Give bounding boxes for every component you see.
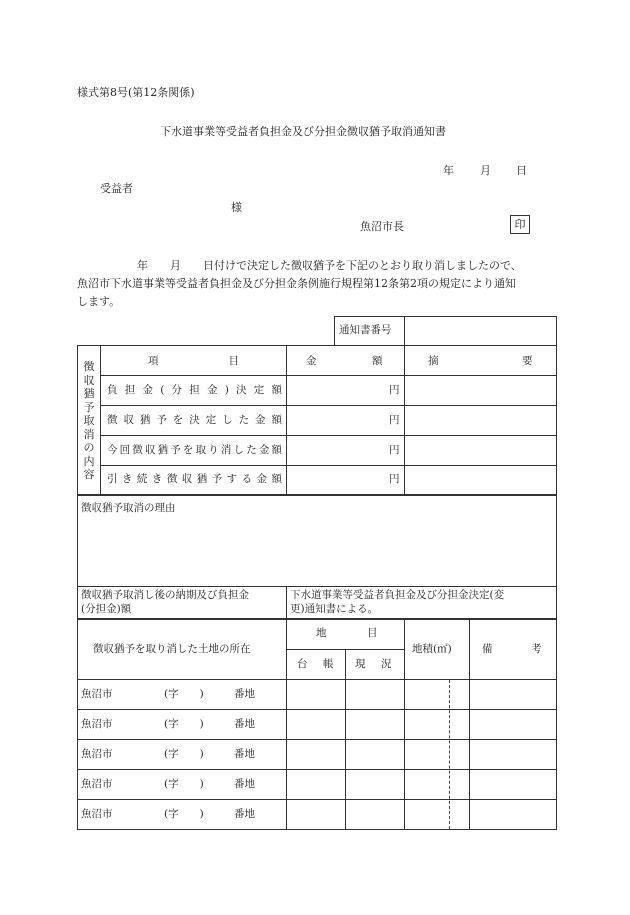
col-header-item: 項 目 [148,355,240,367]
daicho-header-1: 台 [297,658,308,670]
recipient-label: 受益者 [100,182,133,195]
row-unit-continued: 円 [389,473,400,485]
land-row-aza: (字 ) [164,718,204,730]
col-header-note-1: 摘 [428,355,439,367]
land-row-aza: (字 ) [164,778,204,790]
notice-number-field[interactable] [408,322,552,340]
land-row-banchi: 番地 [234,808,255,820]
col-header-amount-2: 額 [372,355,383,367]
row-label-deferred: 徴収猶予を決定した金額 [107,414,282,426]
land-row-banchi: 番地 [234,688,255,700]
payment-value-1: 下水道事業等受益者負担金及び分担金決定(変 [290,589,505,601]
row-unit-cancelled: 円 [389,444,400,456]
land-row-aza: (字 ) [164,688,204,700]
col-header-amount-1: 金 [306,355,317,367]
date-year: 年 [443,164,454,177]
daicho-header-2: 帳 [323,658,334,670]
form-number: 様式第8号(第12条関係) [77,86,195,99]
body-line-2: 魚沼市下水道事業等受益者負担金及び分担金条例施行規程第12条第2項の規定により通知 [77,277,516,290]
document-title: 下水道事業等受益者負担金及び分担金徴収猶予取消通知書 [160,125,446,138]
land-row-city: 魚沼市 [81,778,113,790]
reason-label: 徴収猶予取消の理由 [81,502,176,514]
payment-label-2: (分担金)額 [81,603,132,615]
row-unit-deferred: 円 [389,414,400,426]
row-label-decided: 負担金(分担金)決定額 [107,384,282,396]
land-row-city: 魚沼市 [81,688,113,700]
date-day: 日 [516,164,527,177]
honorific: 様 [231,201,242,214]
notice-number-label: 通知書番号 [339,324,392,336]
land-row-banchi: 番地 [234,778,255,790]
land-row-city: 魚沼市 [81,808,113,820]
land-row-aza: (字 ) [164,808,204,820]
land-row-city: 魚沼市 [81,718,113,730]
remarks-header-2: 考 [531,643,542,655]
col-header-note-2: 要 [522,355,533,367]
payment-value-2: 更)通知書による。 [290,603,379,615]
chimoku-header-1: 地 [316,627,327,639]
body-line-3: します。 [77,295,121,308]
land-row-banchi: 番地 [234,748,255,760]
issuer-name: 魚沼市長 [360,220,404,233]
chimoku-header-2: 目 [367,627,378,639]
genkyo-header-1: 現 [355,658,366,670]
date-month: 月 [480,164,491,177]
land-row-banchi: 番地 [234,718,255,730]
row-label-cancelled: 今回徴収猶予を取り消した金額 [107,444,282,456]
land-row-city: 魚沼市 [81,748,113,760]
payment-label-1: 徴収猶予取消し後の納期及び負担金 [81,589,249,601]
remarks-header-1: 備 [482,643,493,655]
area-header: 地積(㎡) [412,643,452,655]
body-line-1: 年 月 日付けで決定した徴収猶予を下記のとおり取り消しましたので、 [137,259,522,272]
row-label-continued: 引き続き徴収猶予する金額 [107,473,282,485]
row-unit-decided: 円 [389,384,400,396]
land-location-header: 徴収猶予を取り消した土地の所在 [93,643,251,655]
content-section-label: 徴収猶予取消の内容 [83,360,95,481]
seal-mark: 印 [510,215,530,234]
land-row-aza: (字 ) [164,748,204,760]
genkyo-header-2: 況 [381,658,392,670]
